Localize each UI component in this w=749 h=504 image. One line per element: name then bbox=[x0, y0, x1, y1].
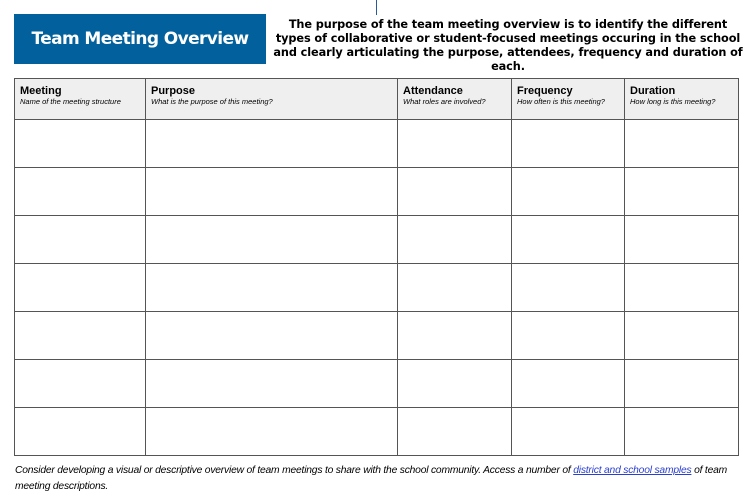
table-cell-purpose[interactable] bbox=[146, 360, 398, 408]
intro-text: The purpose of the team meeting overview is to identify the different types of collaborative or student-focused meetings occuring in the school and clearly articulating the purpose, attendees, frequency and duration of each. bbox=[273, 18, 743, 73]
column-header-meeting bbox=[15, 79, 146, 120]
table-row bbox=[15, 120, 739, 168]
table-cell-duration[interactable] bbox=[625, 312, 739, 360]
table-cell-duration[interactable] bbox=[625, 120, 739, 168]
table-cell-purpose[interactable] bbox=[146, 216, 398, 264]
table-cell-attendance[interactable] bbox=[398, 216, 512, 264]
table-cell-duration[interactable] bbox=[625, 216, 739, 264]
table-cell-meeting[interactable] bbox=[15, 168, 146, 216]
table-cell-frequency[interactable] bbox=[512, 216, 625, 264]
table-row bbox=[15, 360, 739, 408]
column-hint: Name of the meeting structure bbox=[20, 97, 121, 106]
table-cell-meeting[interactable] bbox=[15, 312, 146, 360]
column-label: Frequency bbox=[517, 85, 573, 97]
footer-text-end: of team meeting descriptions. bbox=[15, 465, 728, 492]
column-hint: How long is this meeting? bbox=[630, 97, 716, 106]
table-cell-attendance[interactable] bbox=[398, 408, 512, 456]
column-header-attendance bbox=[398, 79, 512, 120]
table-cell-purpose[interactable] bbox=[146, 264, 398, 312]
table-cell-attendance[interactable] bbox=[398, 168, 512, 216]
column-label: Purpose bbox=[151, 85, 196, 97]
text-cursor bbox=[376, 0, 377, 15]
table-row bbox=[15, 168, 739, 216]
table-cell-duration[interactable] bbox=[625, 168, 739, 216]
table-cell-meeting[interactable] bbox=[15, 360, 146, 408]
column-hint: How often is this meeting? bbox=[517, 97, 605, 106]
table-cell-meeting[interactable] bbox=[15, 120, 146, 168]
table-cell-purpose[interactable] bbox=[146, 408, 398, 456]
table-cell-frequency[interactable] bbox=[512, 264, 625, 312]
table-cell-duration[interactable] bbox=[625, 264, 739, 312]
table-cell-duration[interactable] bbox=[625, 360, 739, 408]
column-hint: What roles are involved? bbox=[403, 97, 486, 106]
column-hint: What is the purpose of this meeting? bbox=[151, 97, 273, 106]
table-cell-frequency[interactable] bbox=[512, 408, 625, 456]
table-cell-frequency[interactable] bbox=[512, 360, 625, 408]
table-cell-purpose[interactable] bbox=[146, 120, 398, 168]
footer-note bbox=[15, 463, 740, 495]
column-label: Duration bbox=[630, 85, 676, 97]
column-label: Meeting bbox=[20, 85, 62, 97]
table-cell-purpose[interactable] bbox=[146, 168, 398, 216]
samples-link[interactable]: district and school samples bbox=[573, 465, 692, 476]
table-cell-attendance[interactable] bbox=[398, 264, 512, 312]
table-cell-attendance[interactable] bbox=[398, 312, 512, 360]
table-row bbox=[15, 264, 739, 312]
table-cell-purpose[interactable] bbox=[146, 312, 398, 360]
table-row bbox=[15, 216, 739, 264]
table-cell-meeting[interactable] bbox=[15, 216, 146, 264]
meeting-table bbox=[14, 78, 739, 456]
table-row bbox=[15, 408, 739, 456]
table-cell-duration[interactable] bbox=[625, 408, 739, 456]
footer-text: Consider developing a visual or descriptive overview of team meetings to share with the school community. Access a number of bbox=[15, 465, 574, 476]
table-cell-frequency[interactable] bbox=[512, 168, 625, 216]
table-cell-frequency[interactable] bbox=[512, 312, 625, 360]
page-title: Team Meeting Overview bbox=[14, 14, 266, 64]
column-header-duration bbox=[625, 79, 739, 120]
column-header-frequency bbox=[512, 79, 625, 120]
table-cell-frequency[interactable] bbox=[512, 120, 625, 168]
table-cell-attendance[interactable] bbox=[398, 120, 512, 168]
table-cell-attendance[interactable] bbox=[398, 360, 512, 408]
table-cell-meeting[interactable] bbox=[15, 264, 146, 312]
column-label: Attendance bbox=[403, 85, 463, 97]
table-row bbox=[15, 312, 739, 360]
column-header-purpose bbox=[146, 79, 398, 120]
table-cell-meeting[interactable] bbox=[15, 408, 146, 456]
